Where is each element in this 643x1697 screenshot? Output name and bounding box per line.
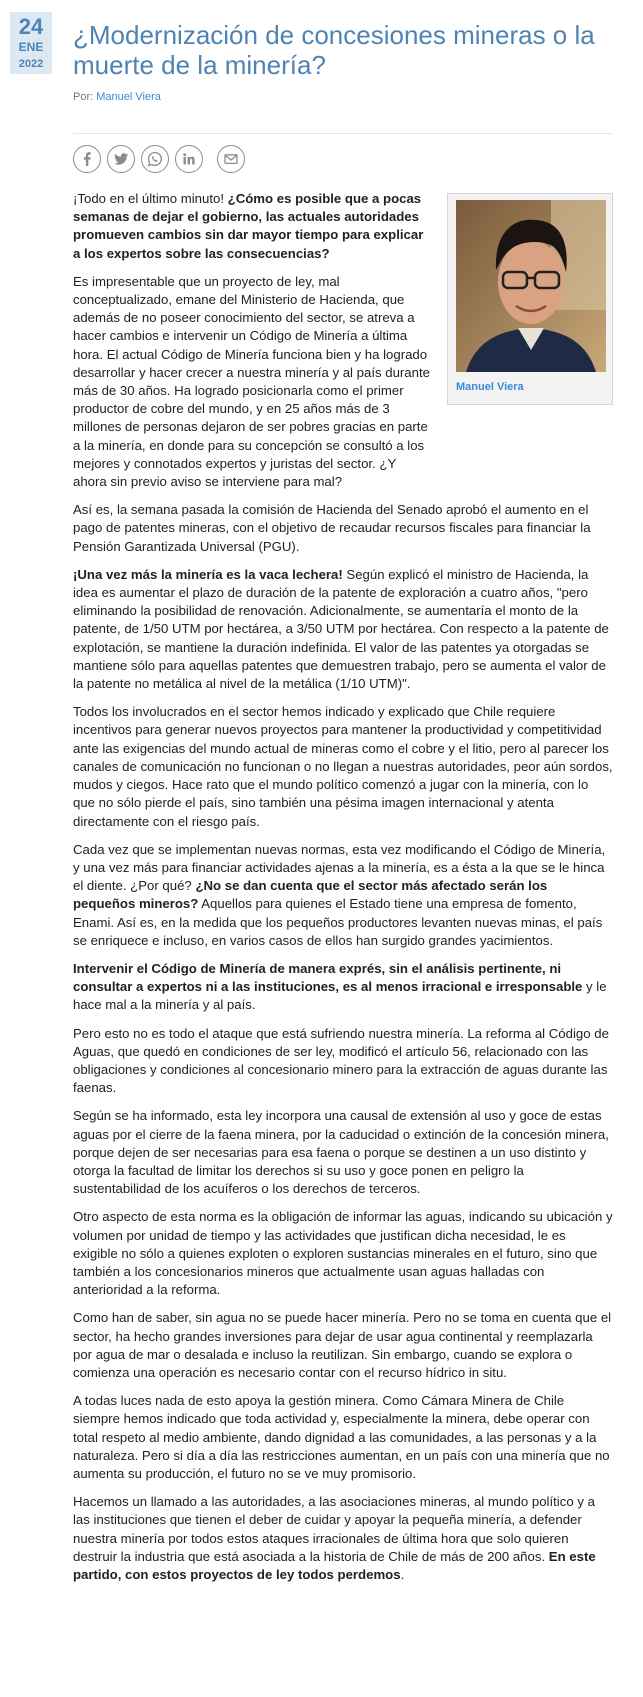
twitter-share-button[interactable] <box>107 145 135 173</box>
date-day: 24 <box>18 14 44 39</box>
article-paragraph <box>73 841 613 950</box>
article-paragraph <box>73 1493 613 1584</box>
text-span: ¡Todo en el último minuto! <box>73 191 228 206</box>
bold-text: En este partido, con estos proyectos de ley todos perdemos <box>73 1548 596 1583</box>
divider <box>73 133 613 134</box>
date-badge <box>10 12 52 74</box>
linkedin-icon <box>181 151 197 167</box>
article-paragraph <box>73 960 613 1015</box>
bold-text: ¿Cómo es posible que a pocas semanas de dejar el gobierno, las actuales autoridades promueven cambios sin dar mayor tiempo para explicar a los expertos sobre las consecuencias? <box>73 191 424 261</box>
text-span: Así es, la semana pasada la comisión de Hacienda del Senado aprobó el aumento en el pago de patentes mineras, con el objetivo de recaudar recursos fiscales para financiar la Pensión Garantizada Universal (PGU). <box>73 502 591 554</box>
article-paragraph: Todos los involucrados en el sector hemos indicado y explicado que Chile requiere incentivos para generar nuevos proyectos para mantener la productividad y competitividad ante las exigencias del mundo actual de mineras como el cobre y el litio, pero al parecer los canales de comunicación no funcionan o no llegan a nuestras autoridades, peor aún sordos, mudos y ciegos. Hace rato que el mundo político comenzó a jugar con la minería, con lo que no sólo pierde el país, sino también una pésima imagen internacional y atenta directamente con el riesgo país. <box>73 704 613 829</box>
article-paragraph: Otro aspecto de esta norma es la obligación de informar las aguas, indicando su ubicación y volumen por unidad de tiempo y las actividades que justifican dicha necesidad, le es exigible no sólo a quienes exploten o exploren sustancias minerales en el futuro, sino que también a los concesionarios mineros que actualmente usan aguas halladas con anterioridad a la reforma. <box>73 1209 613 1298</box>
text-span: y le hace mal a la minería y al país. <box>73 979 607 1013</box>
email-share-button[interactable] <box>217 145 245 173</box>
twitter-icon <box>113 151 129 167</box>
article-paragraph <box>73 501 613 556</box>
whatsapp-share-button[interactable] <box>141 145 169 173</box>
article-paragraph: Según se ha informado, esta ley incorpora una causal de extensión al uso y goce de estas aguas por el cierre de la faena minera, por la caducidad o extinción de la concesión minera, porque dejen de ser necesarias para esa faena o porque se destinen a un uso distinto y otorga la facultad de limitar los derechos si su uso y goce ponen en peligro la sustentabilidad de los acuíferos o los derechos de terceros. <box>73 1108 609 1197</box>
whatsapp-icon <box>147 151 163 167</box>
author-link[interactable]: Manuel Viera <box>96 91 161 103</box>
bold-text: ¡Una vez más la minería es la vaca lechera! <box>73 566 343 582</box>
byline <box>73 91 161 103</box>
text-span: . <box>400 1567 405 1583</box>
article-paragraph: Pero esto no es todo el ataque que está sufriendo nuestra minería. La reforma al Código de Aguas, que quedó en condiciones de ser ley, modificó el artículo 56, relacionado con las obligaciones y condiciones al concesionario minero para la extracción de aguas durante las faenas. <box>73 1025 609 1096</box>
facebook-share-button[interactable] <box>73 145 101 173</box>
article-title: ¿Modernización de concesiones mineras o la muerte de la minería? <box>73 20 595 80</box>
linkedin-share-button[interactable] <box>175 145 203 173</box>
date-month: ENE <box>18 40 44 54</box>
article-paragraph: Es impresentable que un proyecto de ley, mal conceptualizado, emane del Ministerio de Hacienda, que además de no poseer conocimiento del sector, se atreva a hacer cambios e intervenir un Código de Minería a última hora. El actual Código de Minería funciona bien y ha logrado desarrollar y hacer crecer a nuestra minería y al país durante más de 30 años. Ha logrado posicionarla como el primer productor de cobre del mundo, y en 25 años más de 3 millones de personas dejaron de ser pobres gracias en parte a la minería, en donde para su concepción se consultó a los mejores y connotados expertos y juristas del sector. ¿Y ahora sin previo aviso se interviene para mal? <box>73 273 430 490</box>
article-paragraph <box>73 190 433 263</box>
article-paragraph: Como han de saber, sin agua no se puede hacer minería. Pero no se toma en cuenta que el sector, ha hecho grandes inversiones para dejar de usar agua continental y reemplazarla por agua de mar o desalada e incluso la reutilizan. Sin embargo, cuando se explora o comienza una operación es necesario contar con el recurso hídrico in situ. <box>73 1310 612 1380</box>
email-icon <box>223 151 239 167</box>
byline-prefix: Por: <box>73 91 94 103</box>
photo-caption: Manuel Viera <box>456 381 524 393</box>
article-body <box>73 190 613 1594</box>
article-paragraph <box>73 566 613 693</box>
facebook-icon <box>79 151 95 167</box>
text-span: Hacemos un llamado a las autoridades, a las asociaciones mineras, al mundo político y a las instituciones que tienen el deber de cuidar y apoyar la pequeña minería, a defender nuestra minería por todos estos ataques irracionales de última hora que solo quieren destruir la industria que está asociada a la historia de Chile de más de 200 años. <box>73 1494 595 1564</box>
article-paragraph: A todas luces nada de esto apoya la gestión minera. Como Cámara Minera de Chile siempre hemos indicado que toda actividad y, especialmente la minera, debe operar con total respeto al medio ambiente, dando dignidad a las comunidades, a las personas y a la naturaleza. Pero si día a día las restricciones aumentan, en un país con una minería que no aumenta su producción, el futuro no se ve muy promisorio. <box>73 1393 610 1481</box>
bold-text: ¿No se dan cuenta que el sector más afectado serán los pequeños mineros? <box>73 878 548 912</box>
date-year: 2022 <box>18 58 44 70</box>
text-span: Según explicó el ministro de Hacienda, la idea es aumentar el plazo de duración de la patente de exploración a cuatro años, "pero eliminando la posibilidad de renovación. Adicionalmente, se aumentaría el monto de la patente, de 1/50 UTM por hectárea, a 3/50 UTM por hectárea. Con respecto a la patente de explotación, se mantiene la duración indefinida. El valor de las patentes ya otorgadas se mantiene sólo para aquellas patentes que demuestren trabajo, pero se aumenta el valor de la patente no metálica al nivel de la metálica (1/10 UTM)". <box>73 566 609 692</box>
text-span: Cada vez que se implementan nuevas normas, esta vez modificando el Código de Minería, y una vez más para financiar actividades ajenas a la minería, es a ésta a la que se le hinca el diente. ¿Por qué? <box>73 841 606 894</box>
bold-text: Intervenir el Código de Minería de manera exprés, sin el análisis pertinente, ni consultar a expertos ni a las instituciones, es al menos irracional e irresponsable <box>73 960 583 995</box>
text-span: Aquellos para quienes el Estado tiene una empresa de fomento, Enami. Así es, en la medida que los pequeños productores levanten nuevas minas, el país se enriquece e incluso, en varios casos de ellos han surgido grandes yacimientos. <box>73 896 603 948</box>
